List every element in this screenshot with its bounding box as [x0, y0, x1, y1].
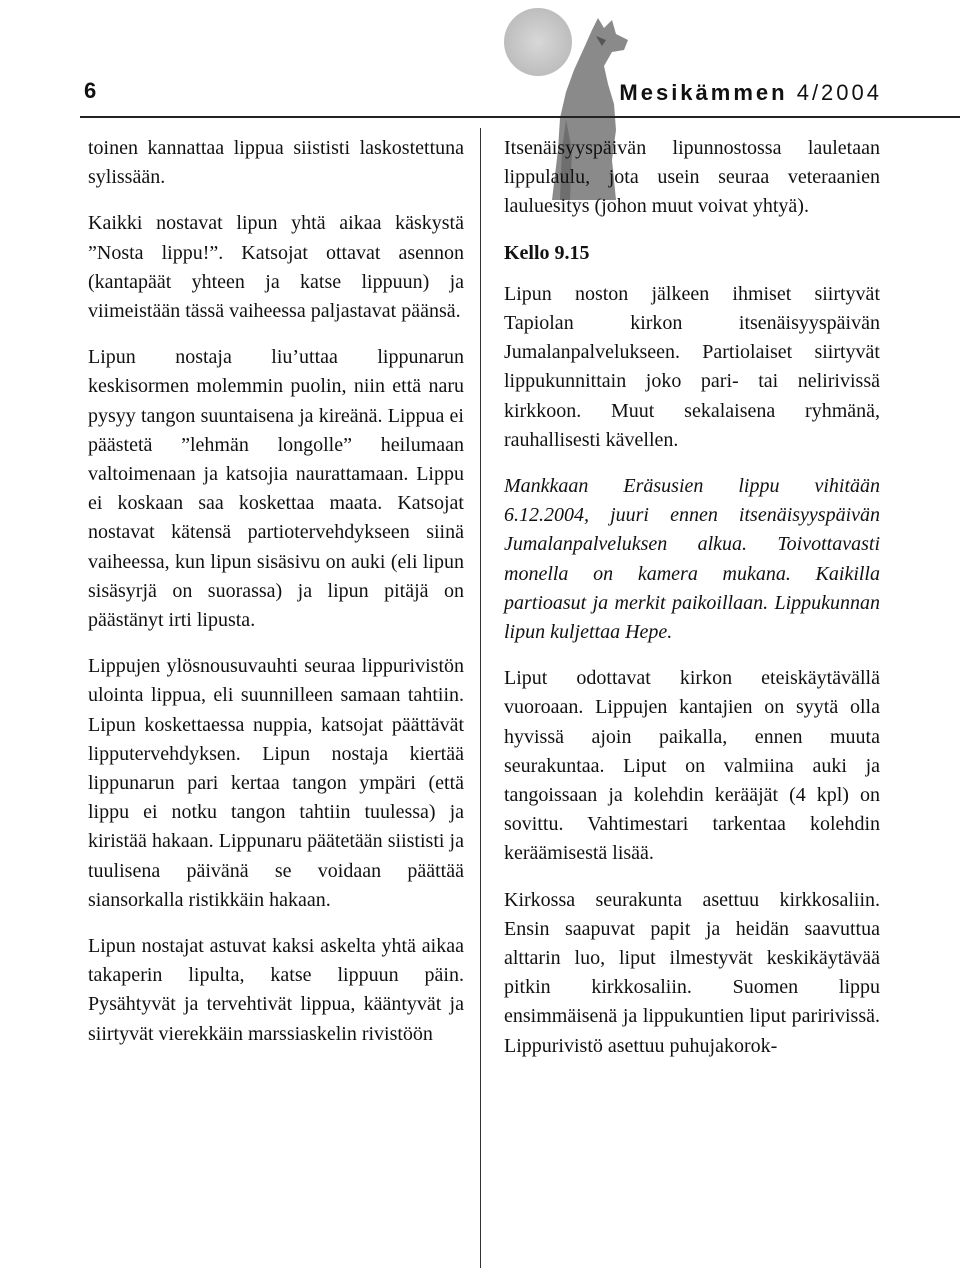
right-column [504, 134, 880, 1078]
time-heading: Kello 9.15 [504, 241, 590, 264]
column-divider [480, 128, 481, 1268]
masthead [619, 80, 882, 106]
left-paragraph-3: Lipun nostaja liu’uttaa lippunarun keskisormen molemmin puolin, niin että naru pysyy tangon suuntaisena ja kireänä. Lippua ei päästetä ”lehmän longolle” heilumaan valtoimenaan ja katsojia naurattamaan. Lippu ei koskaan saa koskettaa maata. Katsojat nostavat kätensä partiotervehdykseen siinä vaiheessa, kun lipun sisäsivu on auki (eli lipun sisäsyrjä on suorassa) ja lipun pitäjä on päästänyt irti lipusta. [88, 346, 464, 632]
page-number: 6 [84, 78, 97, 103]
right-italic-paragraph: Mankkaan Eräsusien lippu vihitään 6.12.2004, juuri ennen itsenäisyyspäivän Jumalanpalveluksen alkua. Toivottavasti monella on kamera mukana. Kaikilla partioasut ja merkit paikoillaan. Lippukunnan lipun kuljettaa Hepe. [504, 475, 880, 644]
left-paragraph-5: Lipun nostajat astuvat kaksi askelta yhtä aikaa takaperin lipulta, katse lippuun päin. Pysähtyvät ja tervehtivät lippua, kääntyvät ja siirtyvät vierekkäin marssiaskelin rivistöön [88, 935, 464, 1045]
issue-number: 4/2004 [796, 80, 882, 105]
right-paragraph-5: Kirkossa seurakunta asettuu kirkkosaliin. Ensin saapuvat papit ja heidän saavuttua alttarin luo, liput ilmestyvät keskikäytävää pitkin kirkkosaliin. Suomen lippu ensimmäisenä ja lippukuntien liput paririvissä. Lippurivistö asettuu puhujakorok- [504, 888, 880, 1057]
right-paragraph-4: Liput odottavat kirkon eteiskäytävällä vuoroaan. Lippujen kantajien on syytä olla hyvissä ajoin paikalla, ennen muuta seurakuntaa. Liput on valmiina auki ja tangoissaan ja kolehdin kerääjät (4 kpl) on sovittu. Vahtimestari tarkentaa kolehdin keräämisestä lisää. [504, 667, 880, 865]
left-paragraph-2: Kaikki nostavat lipun yhtä aikaa käskystä ”Nosta lippu!”. Katsojat ottavat asennon (kantapäät yhteen ja katse lippuun) ja viimeistään tässä vaiheessa paljastavat päänsä. [88, 212, 464, 323]
magazine-name: Mesikämmen [619, 80, 788, 105]
right-paragraph-2: Lipun noston jälkeen ihmiset siirtyvät Tapiolan kirkon itsenäisyyspäivän Jumalanpalvelukseen. Partiolaiset siirtyvät lippukunnittain joko pari- tai nelirivissä kirkkoon. Muut sekalaisena ryhmänä, rauhallisesti kävellen. [504, 282, 880, 451]
left-paragraph-4: Lippujen ylösnousuvauhti seuraa lippurivistön ulointa lippua, eli suunnilleen samaan tahtiin. Lipun koskettaessa nuppia, katsojat päättävät lipputervehdyksen. Lipun nostaja kiertää lippunarun pari kertaa tangon ympäri (että lippu ei notku tangon tahtiin tuulessa) ja kiristää hakaan. Lippunaru päätetään siististi ja tuulisena päivänä se voidaan päättää siansorkalla ristikkäin hakaan. [88, 655, 464, 911]
header-rule [80, 116, 960, 118]
left-paragraph-1: toinen kannattaa lippua siististi laskostettuna sylissään. [88, 137, 464, 189]
right-paragraph-1: Itsenäisyyspäivän lipunnostossa lauletaan lippulaulu, jota usein seuraa veteraanien lauluesitys (johon muut voivat yhtyä). [504, 137, 880, 218]
left-column [88, 134, 464, 1066]
